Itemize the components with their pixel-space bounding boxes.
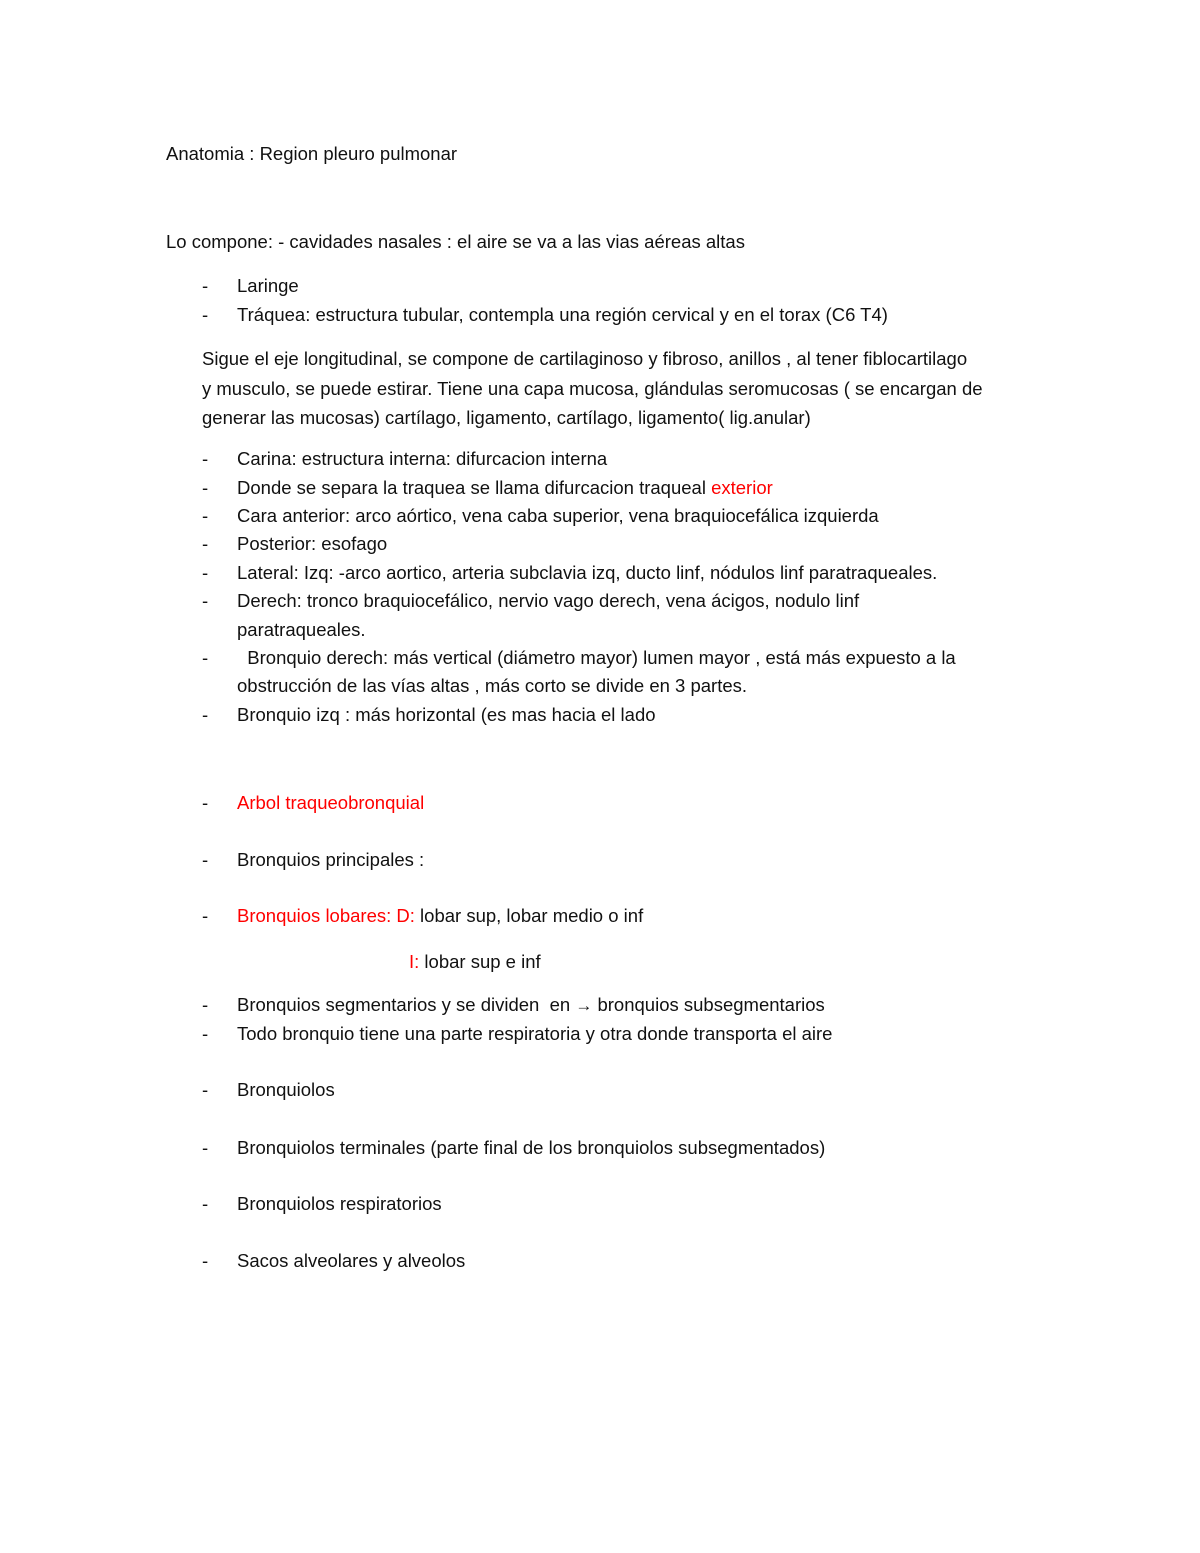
list-item-segmentarios bbox=[237, 993, 825, 1018]
lobares-i-label: I: bbox=[409, 951, 420, 972]
list-item-bronquio-izq: Bronquio izq : más horizontal (es mas hacia el lado bbox=[237, 704, 656, 725]
bullet-dash: - bbox=[202, 590, 209, 611]
document-title: Anatomia : Region pleuro pulmonar bbox=[166, 143, 458, 164]
bullet-dash: - bbox=[202, 1023, 209, 1044]
list-item-todo-bronquio: Todo bronquio tiene una parte respiratoria y otra donde transporta el aire bbox=[237, 1023, 833, 1044]
bullet-dash: - bbox=[202, 1193, 209, 1214]
bullet-dash: - bbox=[202, 1137, 209, 1158]
list-item-principales: Bronquios principales : bbox=[237, 849, 425, 870]
list-item-lobares-i bbox=[409, 950, 541, 974]
arrow-right-icon: → bbox=[575, 996, 593, 1015]
subsegmentarios-text: bronquios subsegmentarios bbox=[592, 994, 825, 1015]
bullet-dash: - bbox=[202, 1250, 209, 1271]
donde-text: Donde se separa la traquea se llama difurcacion traqueal bbox=[237, 477, 712, 498]
bullet-dash: - bbox=[202, 505, 209, 526]
exterior-highlight: exterior bbox=[711, 477, 773, 498]
lobares-i-text: lobar sup e inf bbox=[419, 951, 541, 972]
list-item-arbol: Arbol traqueobronquial bbox=[237, 792, 425, 813]
bullet-dash: - bbox=[202, 792, 209, 813]
list-item-sacos: Sacos alveolares y alveolos bbox=[237, 1250, 466, 1271]
paragraph-line: generar las mucosas) cartílago, ligamento, cartílago, ligamento( lig.anular) bbox=[202, 407, 811, 428]
list-item-lobares bbox=[237, 904, 643, 928]
list-item-lateral: Lateral: Izq: -arco aortico, arteria subclavia izq, ducto linf, nódulos linf paratraqueales. bbox=[237, 562, 938, 583]
intro-line: Lo compone: - cavidades nasales : el aire se va a las vias aéreas altas bbox=[166, 231, 745, 252]
bullet-dash: - bbox=[202, 304, 209, 325]
lobares-d-text: lobar sup, lobar medio o inf bbox=[414, 905, 644, 926]
bullet-dash: - bbox=[202, 562, 209, 583]
list-item-traquea: Tráquea: estructura tubular, contempla una región cervical y en el torax (C6 T4) bbox=[237, 304, 888, 325]
list-item-derech-cont: paratraqueales. bbox=[237, 619, 366, 640]
bullet-dash: - bbox=[202, 647, 209, 668]
list-item-respiratorios: Bronquiolos respiratorios bbox=[237, 1193, 442, 1214]
list-item-terminales: Bronquiolos terminales (parte final de los bronquiolos subsegmentados) bbox=[237, 1137, 826, 1158]
bullet-dash: - bbox=[202, 1079, 209, 1100]
paragraph-line: Sigue el eje longitudinal, se compone de cartilaginoso y fibroso, anillos , al tener fiblocartilago bbox=[202, 348, 968, 369]
list-item-bronquio-derech: Bronquio derech: más vertical (diámetro mayor) lumen mayor , está más expuesto a la bbox=[237, 647, 956, 668]
list-item-bronquiolos: Bronquiolos bbox=[237, 1079, 335, 1100]
bullet-dash: - bbox=[202, 704, 209, 725]
bullet-dash: - bbox=[202, 477, 209, 498]
list-item-laringe: Laringe bbox=[237, 275, 299, 296]
lobares-label: Bronquios lobares: D: bbox=[237, 905, 415, 926]
list-item-derech: Derech: tronco braquiocefálico, nervio vago derech, vena ácigos, nodulo linf bbox=[237, 590, 860, 611]
list-item-cara-anterior: Cara anterior: arco aórtico, vena caba superior, vena braquiocefálica izquierda bbox=[237, 505, 879, 526]
list-item-carina: Carina: estructura interna: difurcacion interna bbox=[237, 448, 608, 469]
list-item-donde bbox=[237, 476, 773, 500]
list-item-bronquio-derech-cont: obstrucción de las vías altas , más corto se divide en 3 partes. bbox=[237, 675, 748, 696]
bullet-dash: - bbox=[202, 275, 209, 296]
bullet-dash: - bbox=[202, 849, 209, 870]
bullet-dash: - bbox=[202, 448, 209, 469]
segmentarios-text: Bronquios segmentarios y se dividen en bbox=[237, 994, 576, 1015]
bullet-dash: - bbox=[202, 994, 209, 1015]
list-item-posterior: Posterior: esofago bbox=[237, 533, 388, 554]
paragraph-line: y musculo, se puede estirar. Tiene una capa mucosa, glándulas seromucosas ( se encargan de bbox=[202, 378, 983, 399]
bullet-dash: - bbox=[202, 905, 209, 926]
bullet-dash: - bbox=[202, 533, 209, 554]
